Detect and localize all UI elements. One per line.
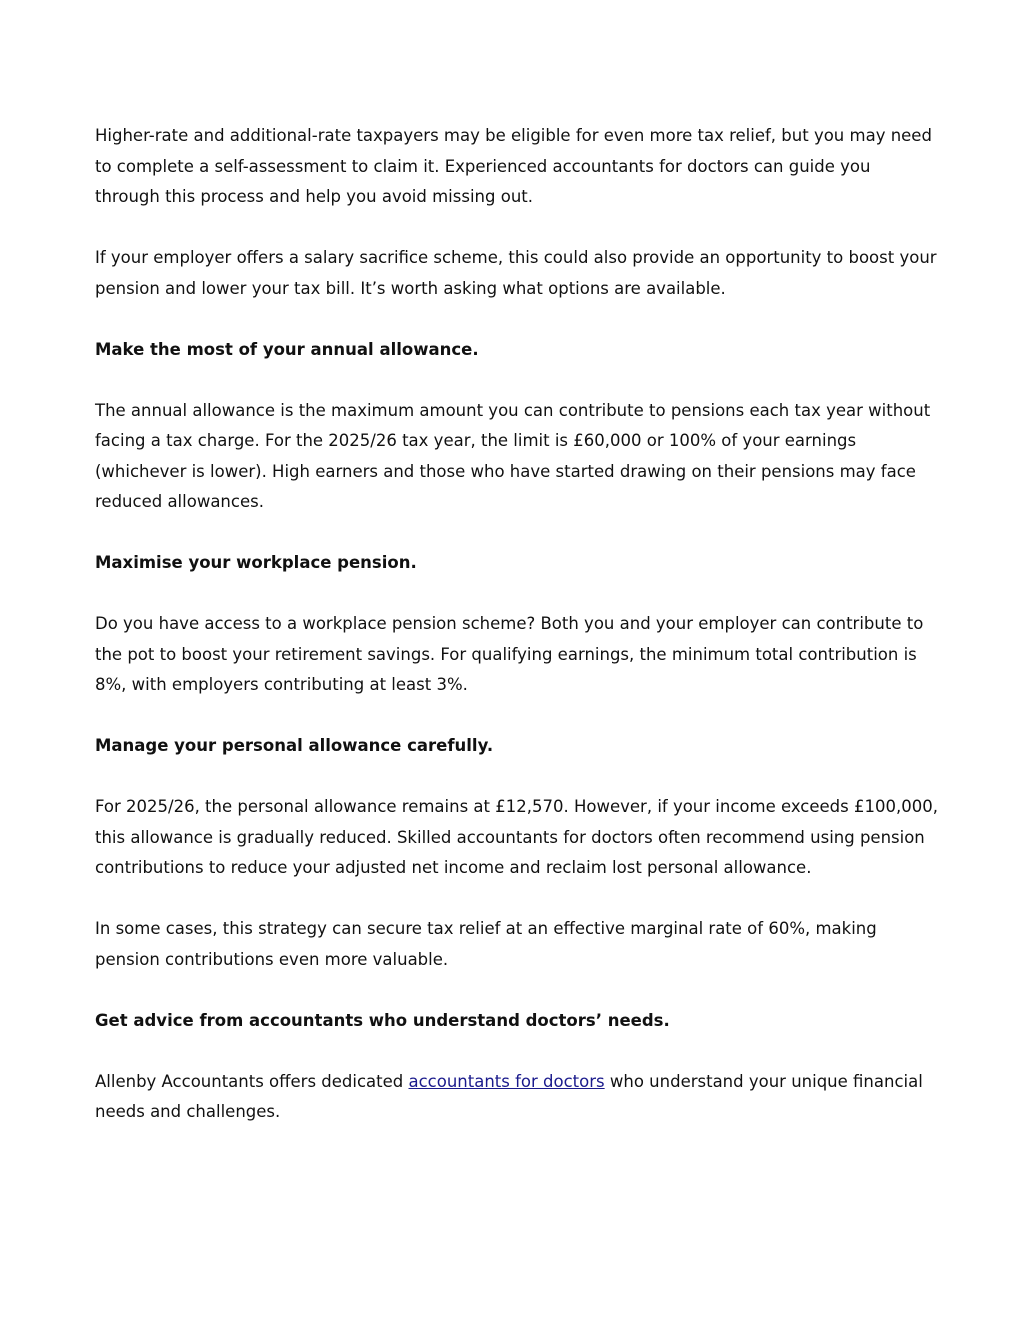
heading-annual-allowance: Make the most of your annual allowance.	[95, 339, 479, 359]
paragraph-marginal-rate: In some cases, this strategy can secure tax relief at an effective marginal rate of 60%, making pension contributions even more valuable.	[95, 919, 877, 969]
paragraph-annual-allowance: The annual allowance is the maximum amount you can contribute to pensions each tax year without facing a tax charge. For the 2025/26 tax year, the limit is £60,000 or 100% of your earnings (whichever is lower). High earners and those who have started drawing on their pensions may face reduced allowances.	[95, 400, 931, 511]
accountants-for-doctors-link[interactable]: accountants for doctors	[408, 1071, 605, 1091]
paragraph-personal-allowance: For 2025/26, the personal allowance remains at £12,570. However, if your income exceeds £100,000, this allowance is gradually reduced. Skilled accountants for doctors often recommend using pension contributions to reduce your adjusted net income and reclaim lost personal allowance.	[95, 797, 938, 877]
paragraph-workplace-pension: Do you have access to a workplace pension scheme? Both you and your employer can contribute to the pot to boost your retirement savings. For qualifying earnings, the minimum total contribution is 8%, with employers contributing at least 3%.	[95, 614, 924, 694]
heading-get-advice: Get advice from accountants who understand doctors’ needs.	[95, 1010, 670, 1030]
heading-personal-allowance: Manage your personal allowance carefully.	[95, 736, 494, 755]
paragraph-allenby	[95, 1067, 940, 1128]
allenby-text-before: Allenby Accountants offers dedicated	[95, 1071, 409, 1091]
paragraph-tax-relief: Higher-rate and additional-rate taxpayers may be eligible for even more tax relief, but you may need to complete a self-assessment to claim it. Experienced accountants for doctors can guide you through this process and help you avoid missing out.	[95, 126, 932, 206]
paragraph-salary-sacrifice: If your employer offers a salary sacrifice scheme, this could also provide an opportunity to boost your pension and lower your tax bill. It’s worth asking what options are available.	[95, 248, 937, 298]
allenby-text-after: who understand your unique financial needs and challenges.	[95, 1071, 923, 1121]
heading-workplace-pension: Maximise your workplace pension.	[95, 553, 417, 572]
document-body	[95, 121, 940, 1158]
